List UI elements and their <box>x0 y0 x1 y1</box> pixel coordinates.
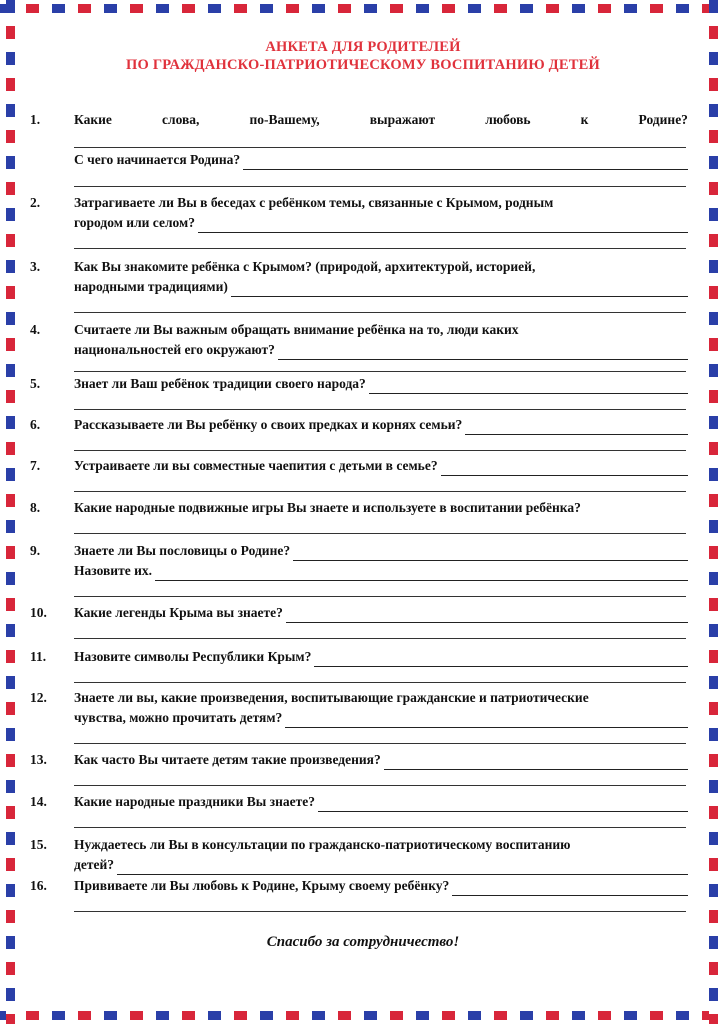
closing-thanks: Спасибо за сотрудничество! <box>266 934 460 950</box>
answer-line[interactable] <box>74 785 686 786</box>
question-number: 8. <box>30 500 41 515</box>
answer-line[interactable] <box>74 248 686 249</box>
question-text: Какие народные подвижные игры Вы знаете и используете в воспитании ребёнка? <box>74 500 581 515</box>
question-number: 6. <box>30 417 41 432</box>
answer-line[interactable] <box>117 861 688 875</box>
answer-line[interactable] <box>74 533 686 534</box>
question-number: 15. <box>30 837 47 852</box>
question-text: Считаете ли Вы важным обращать внимание ребёнка на то, люди каких <box>74 322 519 337</box>
question-number: 9. <box>30 543 41 558</box>
question-text: Как Вы знакомите ребёнка с Крымом? (природой, архитектурой, историей, <box>74 259 536 274</box>
answer-line[interactable] <box>74 450 686 451</box>
question-text: Знаете ли Вы пословицы о Родине? <box>74 543 291 558</box>
answer-line[interactable] <box>285 714 688 728</box>
question-number: 5. <box>30 376 41 391</box>
answer-line[interactable] <box>293 547 688 561</box>
question-text: Нуждаетесь ли Вы в консультации по гражданско-патриотическому воспитанию <box>74 837 571 852</box>
decorative-border-right <box>709 0 718 1024</box>
question-number: 10. <box>30 605 47 620</box>
answer-line[interactable] <box>74 491 686 492</box>
question-number: 11. <box>30 649 47 664</box>
question-text: народными традициями) <box>74 279 228 294</box>
answer-line[interactable] <box>452 882 688 896</box>
answer-line[interactable] <box>369 380 688 394</box>
question-text: Знает ли Ваш ребёнок традиции своего народа? <box>74 376 366 391</box>
question-text: Какие народные праздники Вы знаете? <box>74 794 315 809</box>
answer-line[interactable] <box>74 409 686 410</box>
question-text: С чего начинается Родина? <box>74 152 241 167</box>
question-text: Как часто Вы читаете детям такие произведения? <box>74 752 381 767</box>
answer-line[interactable] <box>231 283 688 297</box>
question-number: 14. <box>30 794 47 809</box>
answer-line[interactable] <box>74 743 686 744</box>
answer-line[interactable] <box>318 798 688 812</box>
question-text: Какие легенды Крыма вы знаете? <box>74 605 283 620</box>
answer-line[interactable] <box>74 638 686 639</box>
question-text: Назовите символы Республики Крым? <box>74 649 312 664</box>
answer-line[interactable] <box>243 156 688 170</box>
answer-line[interactable] <box>74 371 686 372</box>
decorative-border-bottom <box>0 1011 724 1020</box>
question-text: Какие слова, по-Вашему, выражают любовь к Родине? <box>74 112 688 127</box>
answer-line[interactable] <box>74 312 686 313</box>
questionnaire-page <box>28 38 698 950</box>
answer-line[interactable] <box>74 827 686 828</box>
question-text: чувства, можно прочитать детям? <box>74 710 283 725</box>
question-text: Рассказываете ли Вы ребёнку о своих предках и корнях семьи? <box>74 417 463 432</box>
answer-line[interactable] <box>74 186 686 187</box>
question-text: Устраиваете ли вы совместные чаепития с детьми в семье? <box>74 458 438 473</box>
question-text: Прививаете ли Вы любовь к Родине, Крыму своему ребёнку? <box>74 878 450 893</box>
question-number: 3. <box>30 259 41 274</box>
answer-line[interactable] <box>441 462 688 476</box>
question-number: 7. <box>30 458 41 473</box>
answer-line[interactable] <box>384 756 688 770</box>
question-text: Затрагиваете ли Вы в беседах с ребёнком темы, связанные с Крымом, родным <box>74 195 554 210</box>
answer-line[interactable] <box>74 596 686 597</box>
question-number: 13. <box>30 752 47 767</box>
answer-line[interactable] <box>278 346 688 360</box>
answer-line[interactable] <box>286 609 688 623</box>
page-title <box>28 38 698 74</box>
question-number: 2. <box>30 195 41 210</box>
title-line-1: АНКЕТА ДЛЯ РОДИТЕЛЕЙ <box>265 39 461 55</box>
answer-line[interactable] <box>74 147 686 148</box>
question-text: детей? <box>74 857 114 872</box>
answer-line[interactable] <box>155 567 688 581</box>
question-text: городом или селом? <box>74 215 195 230</box>
answer-line[interactable] <box>74 911 686 912</box>
question-number: 4. <box>30 322 41 337</box>
question-number: 16. <box>30 878 47 893</box>
question-number: 12. <box>30 690 47 705</box>
title-line-2: ПО ГРАЖДАНСКО-ПАТРИОТИЧЕСКОМУ ВОСПИТАНИЮ ДЕТЕЙ <box>126 57 600 73</box>
answer-line[interactable] <box>74 682 686 683</box>
question-number: 1. <box>30 112 41 127</box>
decorative-border-left <box>6 0 15 1024</box>
question-text: Знаете ли вы, какие произведения, воспитывающие гражданские и патриотические <box>74 690 589 705</box>
answer-line[interactable] <box>314 653 688 667</box>
question-text: национальностей его окружают? <box>74 342 275 357</box>
answer-line[interactable] <box>465 421 688 435</box>
decorative-border-top <box>0 4 724 13</box>
question-text: Назовите их. <box>74 563 152 578</box>
answer-line[interactable] <box>198 219 688 233</box>
